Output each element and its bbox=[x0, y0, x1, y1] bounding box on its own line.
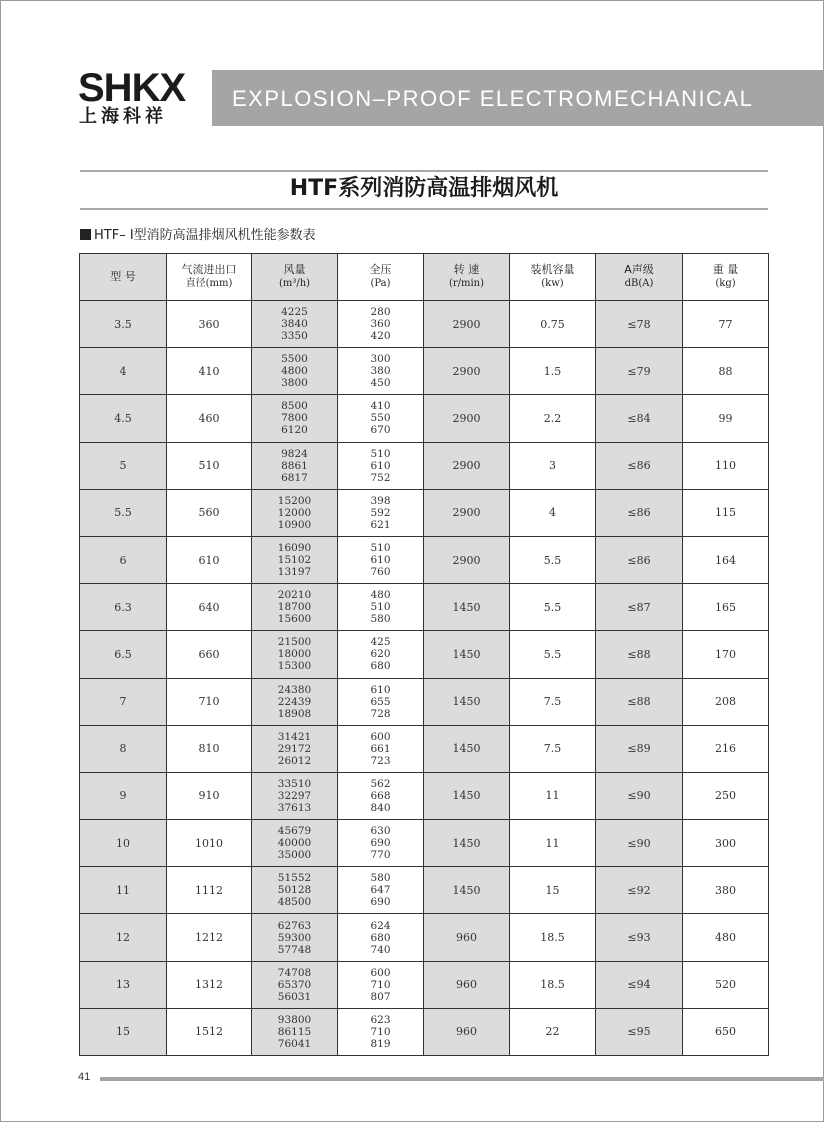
pressure-cell bbox=[338, 725, 424, 772]
diameter-cell: 410 bbox=[167, 348, 252, 395]
cell-value: 450 bbox=[370, 377, 391, 390]
speed-cell: 960 bbox=[424, 914, 510, 961]
power-cell: 1.5 bbox=[510, 348, 596, 395]
cell-value: 819 bbox=[370, 1037, 391, 1050]
weight-cell: 164 bbox=[683, 536, 769, 583]
power-cell: 5.5 bbox=[510, 631, 596, 678]
pressure-cell bbox=[338, 442, 424, 489]
cell-value: 280 bbox=[370, 306, 391, 319]
airflow-cell bbox=[252, 348, 338, 395]
cell-value: 680 bbox=[370, 931, 391, 944]
pressure-cell bbox=[338, 489, 424, 536]
cell-value: 621 bbox=[370, 518, 391, 531]
cell-value: 16090 bbox=[277, 542, 312, 555]
model-cell: 8 bbox=[80, 725, 167, 772]
speed-cell: 1450 bbox=[424, 678, 510, 725]
cell-value: 562 bbox=[370, 777, 391, 790]
header-cell bbox=[252, 254, 338, 301]
cell-value: 670 bbox=[370, 424, 391, 437]
table-row bbox=[80, 348, 769, 395]
cell-value: 15200 bbox=[277, 494, 312, 507]
pressure-cell bbox=[338, 678, 424, 725]
weight-cell: 99 bbox=[683, 395, 769, 442]
cell-value: 65370 bbox=[277, 978, 312, 991]
cell-value: 410 bbox=[370, 400, 391, 413]
speed-cell: 2900 bbox=[424, 301, 510, 348]
diameter-cell: 1212 bbox=[167, 914, 252, 961]
pressure-cell bbox=[338, 961, 424, 1008]
model-cell: 6.5 bbox=[80, 631, 167, 678]
header-label: 型 号 bbox=[110, 270, 136, 283]
cell-value: 550 bbox=[370, 412, 391, 425]
model-cell: 3.5 bbox=[80, 301, 167, 348]
weight-cell: 88 bbox=[683, 348, 769, 395]
performance-table bbox=[79, 253, 769, 1056]
cell-value: 18000 bbox=[277, 648, 312, 661]
model-cell: 5.5 bbox=[80, 489, 167, 536]
cell-value: 723 bbox=[370, 754, 391, 767]
cell-value: 50128 bbox=[277, 884, 312, 897]
page-number: 41 bbox=[78, 1071, 91, 1083]
cell-value: 600 bbox=[370, 730, 391, 743]
cell-value: 56031 bbox=[277, 990, 312, 1003]
cell-value: 4225 bbox=[281, 306, 308, 319]
cell-value: 12000 bbox=[277, 506, 312, 519]
cell-value: 580 bbox=[370, 872, 391, 885]
cell-value: 45679 bbox=[277, 825, 312, 838]
header-unit: (kw) bbox=[541, 278, 564, 289]
cell-value: 37613 bbox=[277, 801, 312, 814]
page-title: HTF系列消防高温排烟风机 bbox=[289, 176, 559, 201]
header-unit: 直径(mm) bbox=[185, 278, 233, 289]
speed-cell: 1450 bbox=[424, 867, 510, 914]
table-row bbox=[80, 725, 769, 772]
cell-value: 840 bbox=[370, 801, 391, 814]
table-row bbox=[80, 301, 769, 348]
cell-value: 93800 bbox=[277, 1013, 312, 1026]
cell-value: 3840 bbox=[281, 318, 308, 331]
power-cell: 11 bbox=[510, 820, 596, 867]
weight-cell: 380 bbox=[683, 867, 769, 914]
table-row bbox=[80, 961, 769, 1008]
cell-value: 360 bbox=[370, 318, 391, 331]
airflow-cell bbox=[252, 489, 338, 536]
cell-value: 510 bbox=[370, 601, 391, 614]
title-top-rule bbox=[80, 170, 768, 172]
table-row bbox=[80, 584, 769, 631]
pressure-cell bbox=[338, 914, 424, 961]
cell-value: 32297 bbox=[277, 789, 312, 802]
diameter-cell: 1312 bbox=[167, 961, 252, 1008]
speed-cell: 2900 bbox=[424, 395, 510, 442]
diameter-cell: 660 bbox=[167, 631, 252, 678]
cell-value: 510 bbox=[370, 542, 391, 555]
cell-value: 420 bbox=[370, 330, 391, 343]
model-cell: 12 bbox=[80, 914, 167, 961]
cell-value: 29172 bbox=[277, 742, 312, 755]
model-cell: 4 bbox=[80, 348, 167, 395]
diameter-cell: 640 bbox=[167, 584, 252, 631]
speed-cell: 1450 bbox=[424, 584, 510, 631]
noise-cell: ≤86 bbox=[596, 442, 683, 489]
diameter-cell: 1512 bbox=[167, 1008, 252, 1055]
power-cell: 18.5 bbox=[510, 914, 596, 961]
power-cell: 5.5 bbox=[510, 584, 596, 631]
airflow-cell bbox=[252, 1008, 338, 1055]
cell-value: 3800 bbox=[281, 377, 308, 390]
table-header bbox=[80, 254, 769, 301]
cell-value: 480 bbox=[370, 589, 391, 602]
noise-cell: ≤90 bbox=[596, 820, 683, 867]
airflow-cell bbox=[252, 584, 338, 631]
cell-value: 6817 bbox=[281, 471, 308, 484]
header-label: 全压 bbox=[369, 263, 392, 276]
cell-value: 15600 bbox=[277, 613, 312, 626]
cell-value: 592 bbox=[370, 506, 391, 519]
cell-value: 40000 bbox=[277, 837, 312, 850]
header-label: 气流进出口 bbox=[181, 263, 237, 276]
diameter-cell: 360 bbox=[167, 301, 252, 348]
speed-cell: 2900 bbox=[424, 348, 510, 395]
table-caption bbox=[80, 226, 316, 246]
cell-value: 760 bbox=[370, 566, 391, 579]
airflow-cell bbox=[252, 867, 338, 914]
cell-value: 580 bbox=[370, 613, 391, 626]
pressure-cell bbox=[338, 584, 424, 631]
weight-cell: 115 bbox=[683, 489, 769, 536]
model-cell: 10 bbox=[80, 820, 167, 867]
cell-value: 4800 bbox=[281, 365, 308, 378]
noise-cell: ≤86 bbox=[596, 489, 683, 536]
power-cell: 3 bbox=[510, 442, 596, 489]
cell-value: 76041 bbox=[277, 1037, 312, 1050]
model-cell: 4.5 bbox=[80, 395, 167, 442]
cell-value: 24380 bbox=[277, 683, 312, 696]
weight-cell: 300 bbox=[683, 820, 769, 867]
model-cell: 7 bbox=[80, 678, 167, 725]
model-cell: 13 bbox=[80, 961, 167, 1008]
cell-value: 3350 bbox=[281, 330, 308, 343]
header-cell bbox=[510, 254, 596, 301]
cell-value: 21500 bbox=[277, 636, 312, 649]
header-cell bbox=[338, 254, 424, 301]
cell-value: 623 bbox=[370, 1013, 391, 1026]
cell-value: 6120 bbox=[281, 424, 308, 437]
header-cell bbox=[596, 254, 683, 301]
cell-value: 690 bbox=[370, 896, 391, 909]
cell-value: 661 bbox=[370, 742, 391, 755]
cell-value: 610 bbox=[370, 554, 391, 567]
table-row bbox=[80, 489, 769, 536]
table-row bbox=[80, 820, 769, 867]
square-bullet-icon bbox=[80, 229, 91, 240]
table-row bbox=[80, 395, 769, 442]
cell-value: 18700 bbox=[277, 601, 312, 614]
model-cell: 11 bbox=[80, 867, 167, 914]
cell-value: 300 bbox=[370, 353, 391, 366]
cell-value: 647 bbox=[370, 884, 391, 897]
footer-bar bbox=[100, 1077, 824, 1081]
cell-value: 655 bbox=[370, 695, 391, 708]
power-cell: 11 bbox=[510, 772, 596, 819]
cell-value: 728 bbox=[370, 707, 391, 720]
table-body bbox=[80, 301, 769, 1056]
weight-cell: 520 bbox=[683, 961, 769, 1008]
pressure-cell bbox=[338, 820, 424, 867]
table-row bbox=[80, 536, 769, 583]
noise-cell: ≤94 bbox=[596, 961, 683, 1008]
table-row bbox=[80, 867, 769, 914]
airflow-cell bbox=[252, 820, 338, 867]
noise-cell: ≤88 bbox=[596, 678, 683, 725]
model-cell: 6.3 bbox=[80, 584, 167, 631]
cell-value: 710 bbox=[370, 1025, 391, 1038]
power-cell: 18.5 bbox=[510, 961, 596, 1008]
weight-cell: 216 bbox=[683, 725, 769, 772]
airflow-cell bbox=[252, 631, 338, 678]
diameter-cell: 510 bbox=[167, 442, 252, 489]
cell-value: 35000 bbox=[277, 849, 312, 862]
noise-cell: ≤88 bbox=[596, 631, 683, 678]
table-row bbox=[80, 678, 769, 725]
cell-value: 57748 bbox=[277, 943, 312, 956]
header-cell bbox=[80, 254, 167, 301]
pressure-cell bbox=[338, 395, 424, 442]
weight-cell: 77 bbox=[683, 301, 769, 348]
diameter-cell: 1010 bbox=[167, 820, 252, 867]
logo-wordmark: SHKX bbox=[78, 66, 186, 110]
diameter-cell: 810 bbox=[167, 725, 252, 772]
speed-cell: 1450 bbox=[424, 725, 510, 772]
airflow-cell bbox=[252, 395, 338, 442]
header-cell bbox=[683, 254, 769, 301]
airflow-cell bbox=[252, 536, 338, 583]
noise-cell: ≤95 bbox=[596, 1008, 683, 1055]
cell-value: 48500 bbox=[277, 896, 312, 909]
speed-cell: 960 bbox=[424, 1008, 510, 1055]
header-cell bbox=[424, 254, 510, 301]
pressure-cell bbox=[338, 867, 424, 914]
cell-value: 610 bbox=[370, 683, 391, 696]
header-label: 重 量 bbox=[712, 263, 739, 276]
cell-value: 8861 bbox=[281, 459, 308, 472]
speed-cell: 2900 bbox=[424, 489, 510, 536]
header-label: 风量 bbox=[283, 263, 306, 276]
power-cell: 15 bbox=[510, 867, 596, 914]
speed-cell: 1450 bbox=[424, 772, 510, 819]
cell-value: 398 bbox=[370, 494, 391, 507]
weight-cell: 250 bbox=[683, 772, 769, 819]
pressure-cell bbox=[338, 1008, 424, 1055]
cell-value: 668 bbox=[370, 789, 391, 802]
noise-cell: ≤92 bbox=[596, 867, 683, 914]
cell-value: 600 bbox=[370, 966, 391, 979]
table-caption-text: HTF– Ⅰ型消防高温排烟风机性能参数表 bbox=[94, 228, 316, 243]
pressure-cell bbox=[338, 348, 424, 395]
header-cell bbox=[167, 254, 252, 301]
noise-cell: ≤93 bbox=[596, 914, 683, 961]
noise-cell: ≤90 bbox=[596, 772, 683, 819]
airflow-cell bbox=[252, 725, 338, 772]
table-row bbox=[80, 914, 769, 961]
cell-value: 18908 bbox=[277, 707, 312, 720]
power-cell: 2.2 bbox=[510, 395, 596, 442]
speed-cell: 1450 bbox=[424, 631, 510, 678]
diameter-cell: 460 bbox=[167, 395, 252, 442]
speed-cell: 2900 bbox=[424, 442, 510, 489]
cell-value: 8500 bbox=[281, 400, 308, 413]
table-row bbox=[80, 442, 769, 489]
header-label: A声级 bbox=[624, 263, 654, 276]
header-unit: (kg) bbox=[715, 278, 736, 289]
cell-value: 610 bbox=[370, 459, 391, 472]
diameter-cell: 910 bbox=[167, 772, 252, 819]
cell-value: 710 bbox=[370, 978, 391, 991]
header-label: 转 速 bbox=[453, 263, 480, 276]
power-cell: 4 bbox=[510, 489, 596, 536]
speed-cell: 1450 bbox=[424, 820, 510, 867]
cell-value: 7800 bbox=[281, 412, 308, 425]
cell-value: 20210 bbox=[277, 589, 312, 602]
header-label: 装机容量 bbox=[530, 263, 575, 276]
cell-value: 15300 bbox=[277, 660, 312, 673]
header-row bbox=[80, 254, 769, 301]
noise-cell: ≤78 bbox=[596, 301, 683, 348]
cell-value: 59300 bbox=[277, 931, 312, 944]
airflow-cell bbox=[252, 961, 338, 1008]
cell-value: 425 bbox=[370, 636, 391, 649]
header-unit: (Pa) bbox=[370, 278, 391, 289]
cell-value: 624 bbox=[370, 919, 391, 932]
weight-cell: 650 bbox=[683, 1008, 769, 1055]
power-cell: 0.75 bbox=[510, 301, 596, 348]
speed-cell: 960 bbox=[424, 961, 510, 1008]
diameter-cell: 560 bbox=[167, 489, 252, 536]
cell-value: 33510 bbox=[277, 777, 312, 790]
cell-value: 5500 bbox=[281, 353, 308, 366]
noise-cell: ≤79 bbox=[596, 348, 683, 395]
cell-value: 740 bbox=[370, 943, 391, 956]
table-row bbox=[80, 772, 769, 819]
banner-text: EXPLOSION–PROOF ELECTROMECHANICAL bbox=[232, 86, 754, 111]
cell-value: 807 bbox=[370, 990, 391, 1003]
noise-cell: ≤86 bbox=[596, 536, 683, 583]
weight-cell: 208 bbox=[683, 678, 769, 725]
diameter-cell: 1112 bbox=[167, 867, 252, 914]
cell-value: 13197 bbox=[277, 566, 312, 579]
noise-cell: ≤87 bbox=[596, 584, 683, 631]
weight-cell: 165 bbox=[683, 584, 769, 631]
cell-value: 752 bbox=[370, 471, 391, 484]
cell-value: 51552 bbox=[277, 872, 312, 885]
cell-value: 86115 bbox=[277, 1025, 312, 1038]
noise-cell: ≤84 bbox=[596, 395, 683, 442]
cell-value: 770 bbox=[370, 849, 391, 862]
weight-cell: 110 bbox=[683, 442, 769, 489]
model-cell: 6 bbox=[80, 536, 167, 583]
cell-value: 10900 bbox=[277, 518, 312, 531]
airflow-cell bbox=[252, 442, 338, 489]
power-cell: 7.5 bbox=[510, 725, 596, 772]
power-cell: 7.5 bbox=[510, 678, 596, 725]
cell-value: 620 bbox=[370, 648, 391, 661]
cell-value: 62763 bbox=[277, 919, 312, 932]
cell-value: 22439 bbox=[277, 695, 312, 708]
pressure-cell bbox=[338, 301, 424, 348]
pressure-cell bbox=[338, 772, 424, 819]
cell-value: 690 bbox=[370, 837, 391, 850]
cell-value: 630 bbox=[370, 825, 391, 838]
cell-value: 680 bbox=[370, 660, 391, 673]
speed-cell: 2900 bbox=[424, 536, 510, 583]
header-banner bbox=[212, 70, 824, 126]
power-cell: 22 bbox=[510, 1008, 596, 1055]
weight-cell: 170 bbox=[683, 631, 769, 678]
airflow-cell bbox=[252, 772, 338, 819]
cell-value: 31421 bbox=[277, 730, 312, 743]
header-unit: dB(A) bbox=[624, 278, 654, 289]
power-cell: 5.5 bbox=[510, 536, 596, 583]
airflow-cell bbox=[252, 301, 338, 348]
diameter-cell: 610 bbox=[167, 536, 252, 583]
cell-value: 510 bbox=[370, 447, 391, 460]
cell-value: 15102 bbox=[277, 554, 312, 567]
cell-value: 26012 bbox=[277, 754, 312, 767]
title-bottom-rule bbox=[80, 208, 768, 210]
noise-cell: ≤89 bbox=[596, 725, 683, 772]
table-row bbox=[80, 1008, 769, 1055]
cell-value: 380 bbox=[370, 365, 391, 378]
airflow-cell bbox=[252, 914, 338, 961]
header-unit: (r/min) bbox=[448, 278, 485, 289]
company-logo bbox=[78, 66, 202, 130]
diameter-cell: 710 bbox=[167, 678, 252, 725]
weight-cell: 480 bbox=[683, 914, 769, 961]
logo-chinese-name: 上海科祥 bbox=[79, 106, 167, 127]
cell-value: 9824 bbox=[281, 447, 308, 460]
cell-value: 74708 bbox=[277, 966, 312, 979]
model-cell: 9 bbox=[80, 772, 167, 819]
header-unit: (m³/h) bbox=[278, 278, 311, 289]
model-cell: 15 bbox=[80, 1008, 167, 1055]
pressure-cell bbox=[338, 631, 424, 678]
model-cell: 5 bbox=[80, 442, 167, 489]
pressure-cell bbox=[338, 536, 424, 583]
table-row bbox=[80, 631, 769, 678]
airflow-cell bbox=[252, 678, 338, 725]
